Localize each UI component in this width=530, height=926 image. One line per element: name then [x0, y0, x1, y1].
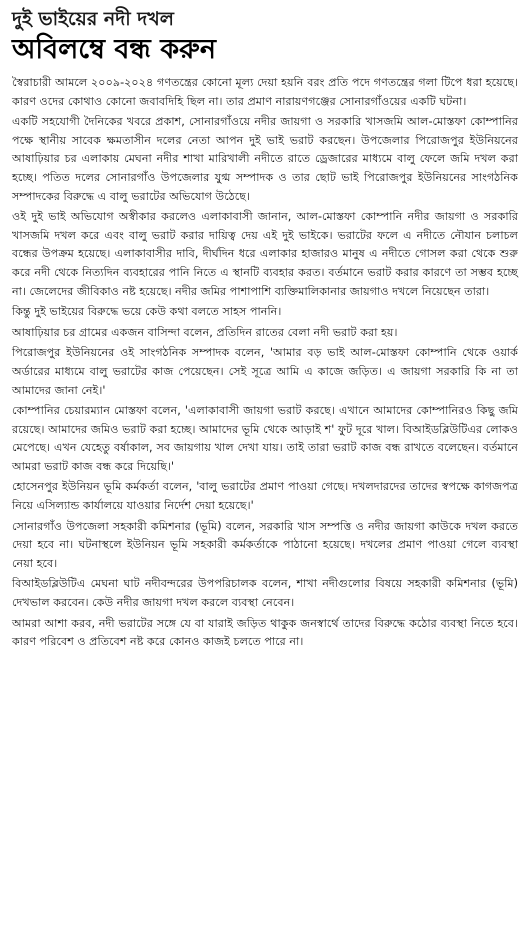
- paragraph-6: পিরোজপুর ইউনিয়নের ওই সাংগঠনিক সম্পাদক বলেন, 'আমার বড় ভাই আল-মোস্তফা কোম্পানি থেকে ওয়ার্ক অর্ডারের মাধ্যমে বালু ভরাটের কাজ পেয়েছেন। সেই সূত্রে আমি এ কাজে জড়িত। এ জায়গা সরকারি কি না তা আমাদের জানা নেই।': [12, 346, 518, 397]
- paragraph-4: কিন্তু দুই ভাইয়ের বিরুদ্ধে ভয়ে কেউ কথা বলতে সাহস পাননি।: [12, 305, 282, 319]
- paragraph-7: কোম্পানির চেয়ারম্যান মোস্তফা বলেন, 'এলাকাবাসী জায়গা ভরাট করছে। এখানে আমাদের কোম্পানিরও কিছু জমি রয়েছে। আমাদের জমিও ভরাট করা হচ্ছে। আমাদের ভূমি থেকে আড়াই শ' ফুট দূরে খাল। বিআইডব্লিউটিএর লোকও মেপেছে। এখন যেহেতু বর্ষাকাল, সব জায়গায় খাল দেখা যায়। তাই তারা ভরাট কাজ বন্ধ রাখতে বলেছেন। বর্তমানে আমরা ভরাট কাজ বন্ধ করে দিয়েছি।': [12, 404, 518, 473]
- paragraph-1: স্বৈরাচারী আমলে ২০০৯-২০২৪ গণতন্ত্রের কোনো মূল্য দেয়া হয়নি বরং প্রতি পদে গণতন্ত্রের গলা টিপে ধরা হয়েছে। কারণ ওদের কোথাও কোনো জবাবদিহি ছিল না। তার প্রমাণ নারায়ণগঞ্জের সোনারগাঁওয়ের একটি ঘটনা।: [12, 76, 518, 108]
- article-headline: অবিলম্বে বন্ধ করুন: [12, 34, 216, 65]
- paragraph-5: আষাঢ়িয়ার চর গ্রামের একজন বাসিন্দা বলেন, প্রতিদিন রাতের বেলা নদী ভরাট করা হয়।: [12, 325, 398, 339]
- paragraph-8: হোসেনপুর ইউনিয়ন ভূমি কর্মকর্তা বলেন, 'বালু ভরাটের প্রমাণ পাওয়া গেছে। দখলদারদের তাদের স্বপক্ষে কাগজপত্র নিয়ে এসিল্যান্ড কার্যালয়ে যাওয়ার নির্দেশ দেয়া হয়েছে।': [12, 480, 518, 513]
- article-kicker: দুই ভাইয়ের নদী দখল: [12, 8, 174, 30]
- paragraph-9: সোনারগাঁও উপজেলা সহকারী কমিশনার (ভূমি) বলেন, সরকারি খাস সম্পত্তি ও নদীর জায়গা কাউকে দখল করতে দেয়া হবে না। ঘটনাস্থলে ইউনিয়ন ভূমি সহকারী কর্মকর্তাকে পাঠানো হয়েছে। দখলের প্রমাণ পাওয়া গেলে ব্যবস্থা নেয়া হবে।: [12, 519, 518, 570]
- paragraph-10: বিআইডব্লিউটিএ মেঘনা ঘাট নদীবন্দরের উপপরিচালক বলেন, শাখা নদীগুলোর বিষয়ে সহকারী কমিশনার (ভূমি) দেখভাল করবেন। কেউ নদীর জায়গা দখল করলে ব্যবস্থা নেবেন।: [12, 577, 518, 610]
- paragraph-11: আমরা আশা করব, নদী ভরাটের সঙ্গে যে বা যারাই জড়িত থাকুক জনস্বার্থে তাদের বিরুদ্ধে কঠোর ব্যবস্থা নিতে হবে। কারণ পরিবেশ ও প্রতিবেশ নষ্ট করে কোনও কাজই চলতে পারে না।: [12, 616, 518, 649]
- paragraph-2: একটি সহযোগী দৈনিকের খবরে প্রকাশ, সোনারগাঁওয়ে নদীর জায়গা ও সরকারি খাসজমি আল-মোস্তফা কোম্পানির পক্ষে স্থানীয় সাবেক ক্ষমতাসীন দলের নেতা আপন দুই ভাই ভরাট করছেন। উপজেলার পিরোজপুর ইউনিয়নের আষাঢ়িয়ার চর এলাকায় মেঘনা নদীর শাখা মারিখালী নদীতে রাতে ড্রেজারের মাধ্যমে বালু ফেলে জমি দখল করা হচ্ছে। পতিত দলের সোনারগাঁও উপজেলার যুগ্ম সম্পাদক ও তার ছোট ভাই পিরোজপুর ইউনিয়নের সাংগঠনিক সম্পাদকের বিরুদ্ধে এ বালু ভরাটের অভিযোগ উঠেছে।: [12, 115, 518, 203]
- paragraph-3: ওই দুই ভাই অভিযোগ অস্বীকার করলেও এলাকাবাসী জানান, আল-মোস্তফা কোম্পানি নদীর জায়গা ও সরকারি খাসজমি দখল করে এবং বালু ভরাট করার দায়িত্ব দেয় এই দুই ভাইকে। ভরাটের ফলে এ নদীতে নৌযান চলাচল বন্ধের উপক্রম হয়েছে। এলাকাবাসীর দাবি, দীর্ঘদিন ধরে এলাকার হাজারও মানুষ এ নদীতে গোসল করা থেকে শুরু করে নদী থেকে নিত্যদিন ব্যবহারের পানি নিতে এ স্থানটি ব্যবহার করত। বর্তমানে ভরাট করার কারণে তা সম্ভব হচ্ছে না। জেলেদের জীবিকাও নষ্ট হয়েছে। নদীর জমির পাশাপাশি ব্যক্তিমালিকানার জায়গাও দখলে নিয়েছেন তারা।: [12, 210, 518, 298]
- article-body: [12, 74, 518, 652]
